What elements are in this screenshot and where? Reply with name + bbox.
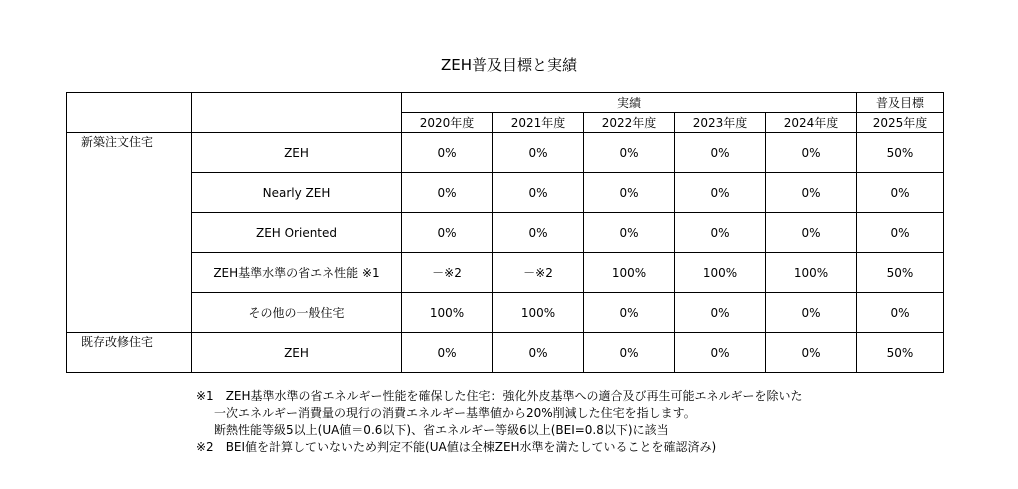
value-cell: 0% (493, 333, 584, 373)
value-cell: 0% (584, 173, 675, 213)
value-cell: 50% (857, 333, 944, 373)
value-cell: 100% (675, 253, 766, 293)
value-cell: 0% (675, 333, 766, 373)
footnote-2: ※2 BEI値を計算していないため判定不能(UA値は全棟ZEH水準を満たしていることを確認済み) (196, 440, 717, 454)
value-cell: 0% (766, 133, 857, 173)
category-label: 既存改修住宅 (81, 335, 154, 349)
row-label: ZEH基準水準の省エネ性能 ※1 (192, 253, 402, 293)
footnote-1-line-1: ※1 ZEH基準水準の省エネルギー性能を確保した住宅：強化外皮基準への適合及び再生可能エネルギーを除いた (196, 389, 803, 403)
value-cell: 0% (675, 213, 766, 253)
value-cell: 0% (675, 173, 766, 213)
year-header: 2023年度 (675, 113, 766, 133)
value-cell: 0% (857, 213, 944, 253)
value-cell: 0% (493, 213, 584, 253)
value-cell: 0% (766, 213, 857, 253)
value-cell: －※2 (402, 253, 493, 293)
table-row (67, 253, 944, 293)
page-title: ZEH普及目標と実績 (440, 56, 578, 74)
value-cell: 50% (857, 253, 944, 293)
value-cell: 0% (584, 213, 675, 253)
value-cell: 0% (402, 213, 493, 253)
category-new-build (67, 133, 192, 333)
header-blank-category (67, 93, 192, 133)
value-cell: 0% (402, 173, 493, 213)
value-cell: －※2 (493, 253, 584, 293)
value-cell: 50% (857, 133, 944, 173)
year-header: 2020年度 (402, 113, 493, 133)
header-actual: 実績 (402, 93, 857, 113)
table-row (67, 293, 944, 333)
table-row (67, 173, 944, 213)
value-cell: 0% (766, 333, 857, 373)
value-cell: 100% (402, 293, 493, 333)
table-row (67, 213, 944, 253)
value-cell: 100% (584, 253, 675, 293)
footnote-1-line-2: 一次エネルギー消費量の現行の消費エネルギー基準値から20%削減した住宅を指します。 (214, 406, 696, 420)
header-target: 普及目標 (857, 93, 944, 113)
value-cell: 0% (493, 173, 584, 213)
header-row-group (67, 93, 944, 113)
zeh-table (66, 92, 944, 373)
row-label: ZEH Oriented (192, 213, 402, 253)
value-cell: 0% (857, 173, 944, 213)
value-cell: 0% (493, 133, 584, 173)
header-blank-type (192, 93, 402, 133)
year-header: 2024年度 (766, 113, 857, 133)
year-header: 2025年度 (857, 113, 944, 133)
footnotes (196, 388, 803, 456)
value-cell: 0% (766, 173, 857, 213)
value-cell: 0% (584, 133, 675, 173)
value-cell: 0% (584, 333, 675, 373)
row-label: ZEH (192, 333, 402, 373)
value-cell: 100% (493, 293, 584, 333)
value-cell: 0% (675, 293, 766, 333)
row-label: ZEH (192, 133, 402, 173)
footnote-1-line-3: 断熱性能等級5以上(UA値＝0.6以下)、省エネルギー等級6以上(BEI=0.8以下)に該当 (214, 423, 669, 437)
value-cell: 0% (766, 293, 857, 333)
value-cell: 100% (766, 253, 857, 293)
value-cell: 0% (857, 293, 944, 333)
row-label: Nearly ZEH (192, 173, 402, 213)
value-cell: 0% (402, 333, 493, 373)
value-cell: 0% (675, 133, 766, 173)
value-cell: 0% (584, 293, 675, 333)
value-cell: 0% (402, 133, 493, 173)
row-label: その他の一般住宅 (192, 293, 402, 333)
category-label: 新築注文住宅 (81, 135, 154, 149)
year-header: 2022年度 (584, 113, 675, 133)
year-header: 2021年度 (493, 113, 584, 133)
category-existing (67, 333, 192, 373)
table-row (67, 333, 944, 373)
table-row (67, 133, 944, 173)
